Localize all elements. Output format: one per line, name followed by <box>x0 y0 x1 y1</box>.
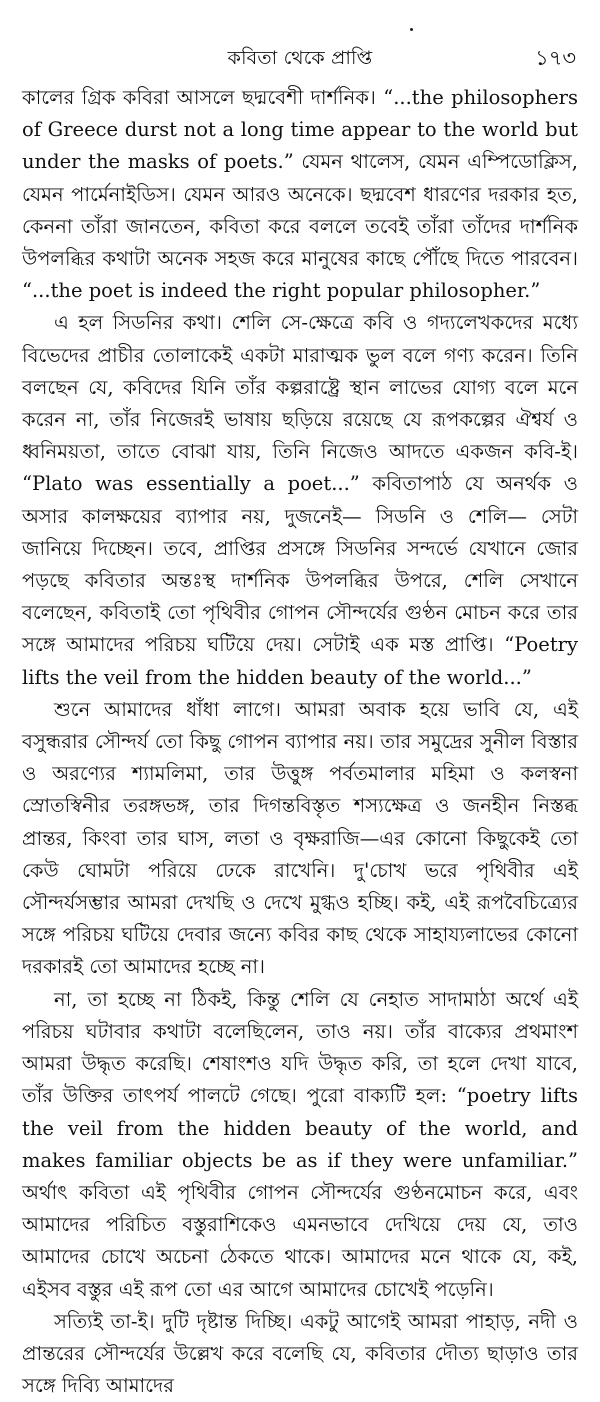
paragraph-continued: কালের গ্রিক কবিরা আসলে ছদ্মবেশী দার্শনিক। “...the philosophers of Greece durst not a long time appear to the world but under the masks of poets.” যেমন থালেস, যেমন এম্পিডোক্লিস, যেমন পার্মেনাইডিস। যেমন আরও অনেকে। ছদ্মবেশ ধারণের দরকার হত, কেননা তাঁরা জানতেন, কবিতা করে বললে তবেই তাঁরা তাঁদের দার্শনিক উপলব্ধির কথাটা অনেক সহজ করে মানুষের কাছে পৌঁছে দিতে পারবেন। “...the poet is indeed the right popular philosopher.” <box>22 86 578 303</box>
page-number: ১৭৩ <box>535 46 576 70</box>
running-title: কবিতা থেকে প্রাপ্তি <box>227 47 373 69</box>
page-header <box>22 0 578 82</box>
paragraph: সত্যিই তা-ই। দুটি দৃষ্টান্ত দিচ্ছি। একটু আগেই আমরা পাহাড়, নদী ও প্রান্তরের সৌন্দর্যের উল্লেখ করে বলেছি যে, কবিতার দৌত্য ছাড়াও তার সঙ্গে দিব্যি আমাদের <box>22 1309 578 1398</box>
paragraph: শুনে আমাদের ধাঁধা লাগে। আমরা অবাক হয়ে ভাবি যে, এই বসুন্ধরার সৌন্দর্য তো কিছু গোপন ব্যাপার নয়। তার সমুদ্রের সুনীল বিস্তার ও অরণ্যের শ্যামলিমা, তার উত্তুঙ্গ পর্বতমালার মহিমা ও কলস্বনা স্রোতস্বিনীর তরঙ্গভঙ্গ, তার দিগন্তবিস্তৃত শস্যক্ষেত্র ও জনহীন নিস্তব্ধ প্রান্তর, কিংবা তার ঘাস, লতা ও বৃক্ষরাজি—এর কোনো কিছুকেই তো কেউ ঘোমটা পরিয়ে ঢেকে রাখেনি। দু'চোখ ভরে পৃথিবীর এই সৌন্দর্যসম্ভার আমরা দেখছি ও দেখে মুগ্ধও হচ্ছি। কই, এই রূপবৈচিত্র্যের সঙ্গে পরিচয় ঘটিয়ে দেবার জন্যে কবির কাছ থেকে সাহায্যলাভের কোনো দরকারই তো আমাদের হচ্ছে না। <box>22 697 578 979</box>
paragraph: না, তা হচ্ছে না ঠিকই, কিন্তু শেলি যে নেহাত সাদামাঠা অর্থে এই পরিচয় ঘটাবার কথাটা বলেছিলেন, তাও নয়। তাঁর বাক্যের প্রথমাংশ আমরা উদ্ধৃত করেছি। শেষাংশও যদি উদ্ধৃত করি, তা হলে দেখা যাবে, তাঁর উক্তির তাৎপর্য পালটে গেছে। পুরো বাক্যটি হল: “poetry lifts the veil from the hidden beauty of the world, and makes familiar objects be as if they were unfamiliar.” অর্থাৎ কবিতা এই পৃথিবীর গোপন সৌন্দর্যের গুণ্ঠনমোচন করে, এবং আমাদের পরিচিত বস্তুরাশিকেও এমনভাবে দেখিয়ে দেয় যে, তাও আমাদের চোখে অচেনা ঠেকতে থাকে। আমাদের মনে থাকে যে, কই, এইসব বস্তুর এই রূপ তো এর আগে আমাদের চোখেই পড়েনি। <box>22 987 578 1301</box>
ink-speck <box>410 28 413 31</box>
body-text <box>22 82 578 1402</box>
paragraph: এ হল সিডনির কথা। শেলি সে-ক্ষেত্রে কবি ও গদ্যলেখকদের মধ্যে বিভেদের প্রাচীর তোলাকেই একটা মারাত্মক ভুল বলে গণ্য করেন। তিনি বলছেন যে, কবিদের যিনি তাঁর কল্পরাষ্ট্রে স্থান লাভের যোগ্য বলে মনে করেন না, তাঁর নিজেরই ভাষায় ছড়িয়ে রয়েছে যে রূপকল্পের ঐশ্বর্য ও ধ্বনিময়তা, তাতে বোঝা যায়, তিনি নিজেও আদতে একজন কবি-ই। “Plato was essentially a poet...” কবিতাপাঠ যে অনর্থক ও অসার কালক্ষয়ের ব্যাপার নয়, দুজনেই— সিডনি ও শেলি— সেটা জানিয়ে দিচ্ছেন। তবে, প্রাপ্তির প্রসঙ্গে সিডনির সন্দর্ভে যেখানে জোর পড়ছে কবিতার অন্তঃস্থ দার্শনিক উপলব্ধির উপরে, শেলি সেখানে বলেছেন, কবিতাই তো পৃথিবীর গোপন সৌন্দর্যের গুণ্ঠন মোচন করে তার সঙ্গে আমাদের পরিচয় ঘটিয়ে দেয়। সেটাই এক মস্ত প্রাপ্তি। “Poetry lifts the veil from the hidden beauty of the world...” <box>22 311 578 689</box>
